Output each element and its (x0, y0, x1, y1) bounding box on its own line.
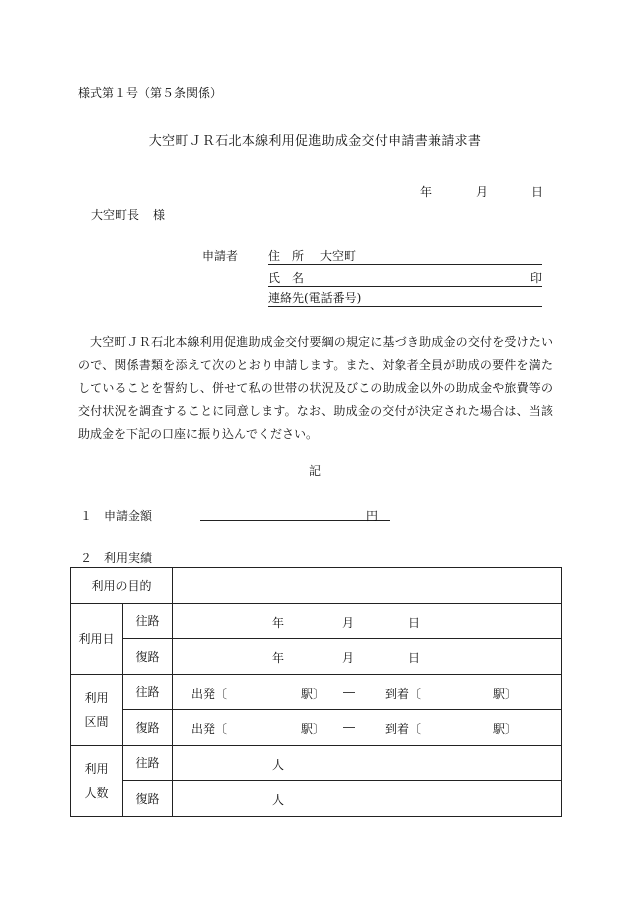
date-outbound-year: 年 (272, 615, 285, 630)
date-year-label: 年 (420, 185, 433, 199)
route-outbound-dash: ― (343, 684, 356, 699)
people-outbound-input[interactable] (173, 745, 562, 781)
date-return-day: 日 (408, 651, 421, 666)
date-label: 利用日 (71, 603, 123, 674)
route-return-input[interactable] (173, 710, 562, 746)
section-1-heading (80, 507, 152, 524)
address-label: 住 所 (268, 249, 305, 263)
purpose-input[interactable] (173, 568, 562, 604)
date-return-row (71, 639, 562, 675)
usage-record-table (70, 567, 562, 817)
people-label (71, 745, 123, 816)
applicant-name-field[interactable] (268, 269, 542, 287)
date-return-label: 復路 (123, 639, 173, 675)
address-value: 大空町 (320, 249, 357, 263)
people-outbound-label: 往路 (123, 745, 173, 781)
section-2-number: ２ (80, 551, 93, 565)
contact-underline (268, 306, 542, 307)
date-outbound-day: 日 (408, 615, 421, 630)
route-label (71, 674, 123, 745)
addressee (91, 206, 165, 223)
date-return-year: 年 (272, 651, 285, 666)
section-2-label: 利用実績 (104, 551, 153, 565)
address-underline (268, 264, 542, 265)
route-outbound-depart: 出発〔 (191, 686, 228, 701)
route-return-arrive-station: 駅〕 (493, 722, 518, 737)
date-return-input[interactable] (173, 639, 562, 675)
ki-heading: 記 (308, 464, 321, 478)
applicant-label: 申請者 (202, 249, 239, 263)
amount-unit: 円 (366, 509, 379, 523)
form-title: 大空町ＪＲ石北本線利用促進助成金交付申請書兼請求書 (148, 134, 482, 149)
route-outbound-input[interactable] (173, 674, 562, 710)
route-label-2: 区間 (84, 714, 109, 729)
addressee-name: 大空町長 (91, 208, 140, 222)
route-return-row (71, 710, 562, 746)
form-number: 様式第１号（第５条関係） (78, 86, 223, 100)
route-outbound-label: 往路 (123, 674, 173, 710)
amount-input-line[interactable] (200, 520, 390, 521)
date-day-label: 日 (531, 185, 544, 199)
application-statement: 大空町ＪＲ石北本線利用促進助成金交付要綱の規定に基づき助成金の交付を受けたいので、関係書類を添えて次のとおり申請します。また、対象者全員が助成の要件を満たしていることを誓約し、併せて私の世帯の状況及びこの助成金以外の助成金や旅費等の交付状況を調査することに同意します。なお、助成金の交付が決定された場合は、当該助成金を下記の口座に振り込んでください。 (78, 335, 553, 441)
people-return-unit: 人 (272, 793, 285, 808)
route-return-dash: ― (343, 720, 356, 735)
route-outbound-arrive-station: 駅〕 (493, 686, 518, 701)
route-return-label: 復路 (123, 710, 173, 746)
seal-mark: 印 (529, 271, 542, 285)
date-outbound-input[interactable] (173, 603, 562, 639)
contact-label: 連絡先(電話番号) (268, 291, 362, 305)
date-outbound-label: 往路 (123, 603, 173, 639)
route-outbound-row (71, 674, 562, 710)
people-label-2: 人数 (84, 785, 109, 800)
route-label-1: 利用 (84, 690, 109, 705)
name-label: 氏 名 (268, 271, 305, 285)
date-month-label: 月 (476, 185, 489, 199)
route-return-arrive: 到着〔 (385, 722, 422, 737)
date-return-month: 月 (342, 651, 355, 666)
date-outbound-row (71, 603, 562, 639)
people-outbound-row (71, 745, 562, 781)
people-return-label: 復路 (123, 781, 173, 817)
applicant-address-field[interactable] (268, 247, 542, 265)
purpose-row (71, 568, 562, 604)
people-label-1: 利用 (84, 761, 109, 776)
applicant-contact-field[interactable] (268, 289, 542, 307)
purpose-label: 利用の目的 (71, 568, 173, 604)
route-return-depart-station: 駅〕 (301, 722, 326, 737)
route-outbound-arrive: 到着〔 (385, 686, 422, 701)
addressee-honorific: 様 (153, 208, 166, 222)
section-1-label: 申請金額 (104, 509, 153, 523)
section-2-heading (80, 549, 152, 566)
name-underline (268, 286, 542, 287)
date-outbound-month: 月 (342, 615, 355, 630)
people-return-input[interactable] (173, 781, 562, 817)
people-outbound-unit: 人 (272, 757, 285, 772)
people-return-row (71, 781, 562, 817)
route-return-depart: 出発〔 (191, 722, 228, 737)
route-outbound-depart-station: 駅〕 (301, 686, 326, 701)
section-1-number: １ (80, 509, 93, 523)
